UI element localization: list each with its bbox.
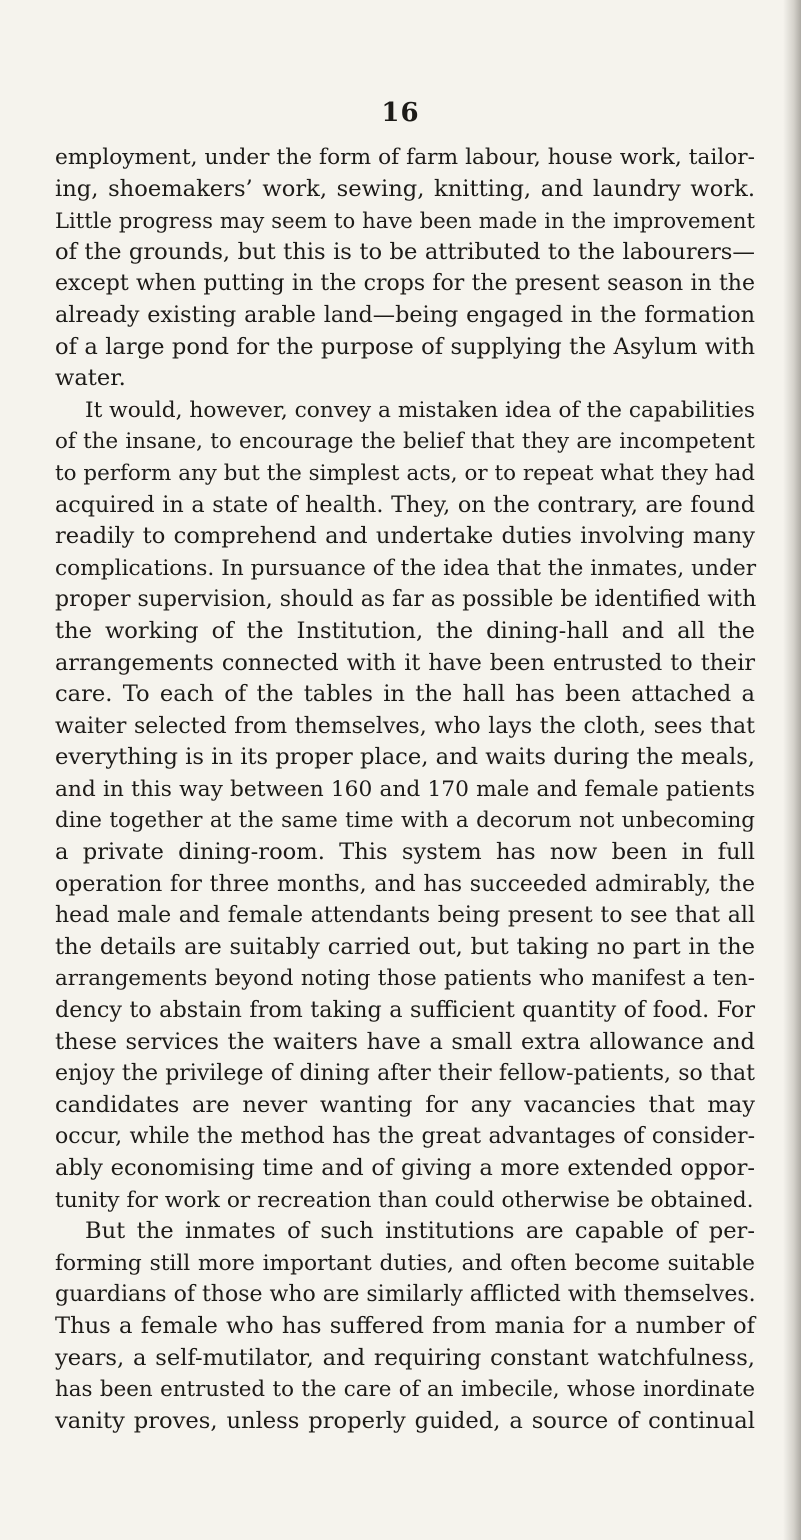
text-line: candidates are never wanting for any vacancies that may	[55, 1091, 755, 1118]
text-line: acquired in a state of health. They, on the contrary, are found	[55, 491, 755, 518]
text-line: of the grounds, but this is to be attributed to the labourers—	[55, 238, 755, 265]
text-line: the details are suitably carried out, but taking no part in the	[55, 933, 755, 960]
text-line: head male and female attendants being present to see that all	[55, 903, 755, 929]
text-line: ing, shoemakers’ work, sewing, knitting, and laundry work.	[55, 175, 755, 202]
text-line: of the insane, to encourage the belief that they are incompetent	[55, 429, 755, 455]
text-line: everything is in its proper place, and waits during the meals,	[55, 744, 755, 771]
body-text	[55, 142, 755, 1437]
text-line: to perform any but the simplest acts, or to repeat what they had	[55, 460, 755, 486]
text-line: proper supervision, should as far as possible be identified with	[55, 587, 757, 613]
text-line: care. To each of the tables in the hall has been attached a	[55, 681, 755, 708]
text-line: except when putting in the crops for the present season in the	[55, 271, 755, 297]
text-line: these services the waiters have a small extra allowance and	[55, 1028, 755, 1055]
text-line: dency to abstain from taking a sufficient quantity of food. For	[55, 997, 755, 1024]
text-line: has been entrusted to the care of an imbecile, whose inordinate	[55, 1377, 755, 1403]
text-line: arrangements connected with it have been entrusted to their	[55, 649, 755, 676]
text-line: water.	[55, 365, 126, 392]
text-line: enjoy the privilege of dining after their fellow-patients, so that	[55, 1061, 755, 1087]
text-line: ably economising time and of giving a more extended oppor-	[55, 1155, 755, 1181]
text-line: employment, under the form of farm labour, house work, tailor-	[55, 145, 755, 170]
text-line: tunity for work or recreation than could otherwise be obtained.	[55, 1187, 754, 1213]
text-line: guardians of those who are similarly afflicted with themselves.	[55, 1282, 756, 1308]
text-line: Little progress may seem to have been made in the improvement	[55, 208, 755, 234]
text-line: complications. In pursuance of the idea that the inmates, under	[55, 555, 757, 581]
text-line: operation for three months, and has succeeded admirably, the	[55, 871, 755, 897]
text-line: dine together at the same time with a decorum not unbecoming	[55, 808, 755, 834]
text-line: But the inmates of such institutions are capable of per-	[85, 1218, 755, 1245]
text-line: arrangements beyond noting those patients who manifest a ten-	[55, 966, 755, 992]
text-line: already existing arable land—being engaged in the formation	[55, 301, 755, 328]
page-number: 16	[381, 98, 420, 128]
text-line: occur, while the method has the great advantages of consider-	[55, 1124, 755, 1150]
text-line: a private dining-room. This system has now been in full	[55, 839, 755, 866]
text-line: forming still more important duties, and often become suitable	[55, 1250, 755, 1276]
text-line: readily to comprehend and undertake duties involving many	[55, 523, 755, 550]
text-line: and in this way between 160 and 170 male and female patients	[55, 776, 755, 802]
text-line: It would, however, convey a mistaken idea of the capabilities	[85, 397, 756, 423]
text-line: Thus a female who has suffered from mania for a number of	[55, 1312, 755, 1339]
text-line: the working of the Institution, the dining-hall and all the	[55, 617, 755, 644]
text-line: vanity proves, unless properly guided, a source of continual	[55, 1407, 755, 1434]
text-line: years, a self-mutilator, and requiring constant watchfulness,	[55, 1344, 755, 1371]
text-line: of a large pond for the purpose of supplying the Asylum with	[55, 333, 755, 360]
page-edge-shadow	[783, 0, 801, 1540]
text-line: waiter selected from themselves, who lays the cloth, sees that	[55, 713, 755, 739]
